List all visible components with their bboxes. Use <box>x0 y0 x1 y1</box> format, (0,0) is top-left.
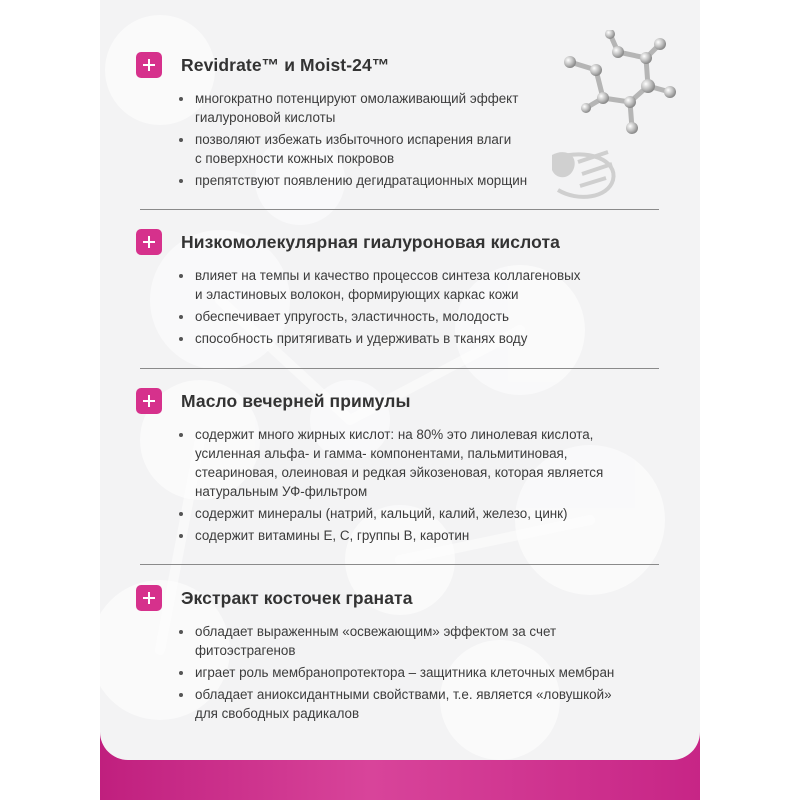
list-item: обладает выраженным «освежающим» эффектом за счет фитоэстрагенов <box>178 622 648 660</box>
list-item: обеспечивает упругость, эластичность, молодость <box>178 307 648 326</box>
bullet-list <box>178 622 648 726</box>
bullet-list <box>178 89 648 193</box>
section-title: Revidrate™ и Moist-24™ <box>181 54 390 75</box>
plus-icon <box>136 52 162 78</box>
section-divider <box>140 209 659 210</box>
list-item: обладает аниоксидантными свойствами, т.е. является «ловушкой» для свободных радикалов <box>178 685 648 723</box>
section-divider <box>140 564 659 565</box>
list-item: способность притягивать и удерживать в тканях воду <box>178 329 648 348</box>
bullet-list <box>178 425 648 548</box>
list-item: содержит много жирных кислот: на 80% это линолевая кислота, усиленная альфа- и гамма- компонентами, пальмитиновая, стеариновая, олеиновая и редкая эйкозеновая, которая является натуральным УФ-фильтром <box>178 425 648 501</box>
list-item: позволяют избежать избыточного испарения влаги с поверхности кожных покровов <box>178 130 648 168</box>
bullet-list <box>178 266 648 351</box>
section-header <box>136 585 413 611</box>
section-divider <box>140 368 659 369</box>
section-header <box>136 52 389 78</box>
plus-icon <box>136 585 162 611</box>
list-item: содержит минералы (натрий, кальций, калий, железо, цинк) <box>178 504 648 523</box>
section-title: Экстракт косточек граната <box>181 587 413 608</box>
section-header <box>136 388 411 414</box>
section-title: Низкомолекулярная гиалуроновая кислота <box>181 231 560 252</box>
list-item: многократно потенцируют омолаживающий эффект гиалуроновой кислоты <box>178 89 648 127</box>
content-card <box>100 0 700 760</box>
plus-icon <box>136 229 162 255</box>
list-item: содержит витамины Е, С, группы В, каротин <box>178 526 648 545</box>
section-header <box>136 229 560 255</box>
list-item: влияет на темпы и качество процессов синтеза коллагеновых и эластиновых волокон, формирующих каркас кожи <box>178 266 648 304</box>
plus-icon <box>136 388 162 414</box>
list-item: играет роль мембранопротектора – защитника клеточных мембран <box>178 663 648 682</box>
section-title: Масло вечерней примулы <box>181 390 411 411</box>
list-item: препятствуют появлению дегидратационных морщин <box>178 171 648 190</box>
